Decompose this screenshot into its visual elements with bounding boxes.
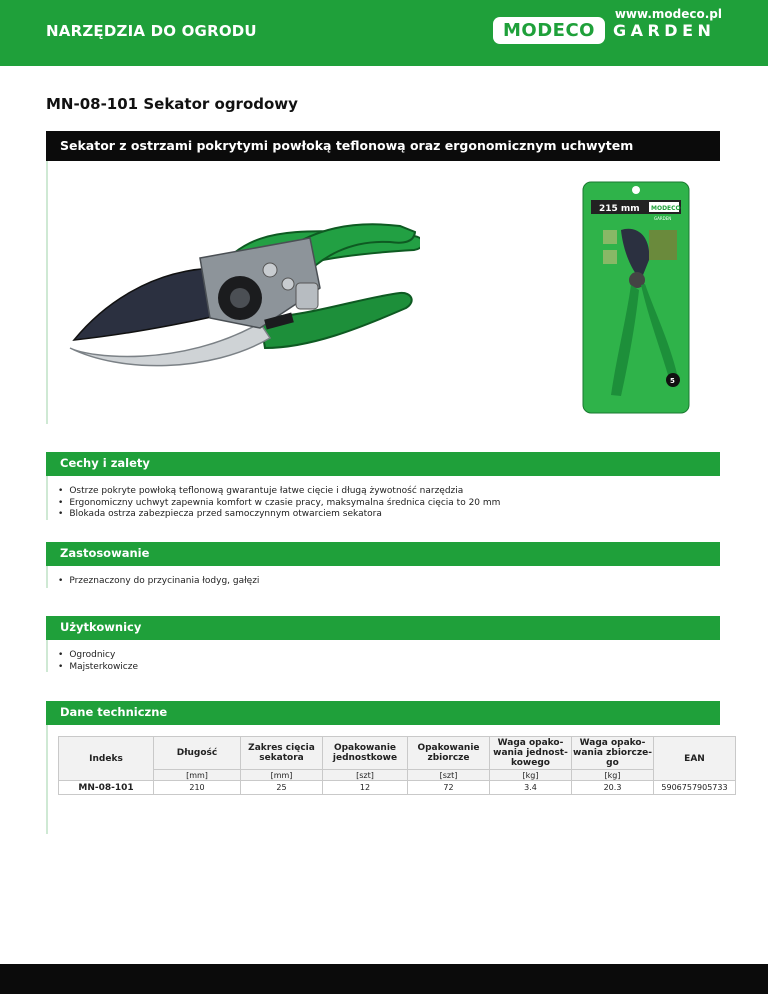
- table-row: [59, 781, 736, 795]
- table-unit-cell: [kg]: [572, 770, 654, 781]
- category-title: NARZĘDZIA DO OGRODU: [46, 22, 257, 40]
- table-cell: 25: [241, 781, 323, 795]
- package-badge: 5: [670, 377, 675, 385]
- list-item: • Ostrze pokryte powłoką teflonową gwarantuje łatwe cięcie i długą żywotność narzędzia: [58, 486, 500, 498]
- divider-line: [46, 640, 48, 672]
- brand-name: MODECO: [493, 17, 605, 44]
- package-size-label: 215 mm: [599, 204, 640, 214]
- tech-heading: Dane techniczne: [46, 701, 720, 725]
- users-heading: Użytkownicy: [46, 616, 720, 640]
- table-cell: 12: [323, 781, 408, 795]
- table-cell: 210: [154, 781, 241, 795]
- brand-suffix: GARDEN: [612, 21, 716, 40]
- pruning-shears-image: [60, 198, 420, 378]
- footer-band: [0, 964, 768, 994]
- features-list: [58, 486, 500, 521]
- users-list: [58, 650, 138, 673]
- table-unit-cell: [mm]: [154, 770, 241, 781]
- list-item: • Blokada ostrza zabezpiecza przed samoczynnym otwarciem sekatora: [58, 509, 500, 521]
- table-header-cell: Waga opako- wania jednost- kowego: [490, 737, 572, 770]
- package-brand-suffix: GARDEN: [654, 216, 672, 221]
- table-header-cell: Indeks: [59, 737, 154, 781]
- list-item: • Ogrodnicy: [58, 650, 138, 662]
- table-cell: 20.3: [572, 781, 654, 795]
- table-cell: 5906757905733: [654, 781, 736, 795]
- list-item: • Ergonomiczny uchwyt zapewnia komfort w czasie pracy, maksymalna średnica cięcia to 20 mm: [58, 498, 500, 510]
- table-header-cell: Opakowanie jednostkowe: [323, 737, 408, 770]
- divider-line: [46, 475, 48, 520]
- table-cell: 3.4: [490, 781, 572, 795]
- divider-line: [46, 724, 48, 834]
- table-cell: MN-08-101: [59, 781, 154, 795]
- table-header-cell: Długość: [154, 737, 241, 770]
- usage-heading: Zastosowanie: [46, 542, 720, 566]
- divider-line: [46, 566, 48, 588]
- list-item: • Przeznaczony do przycinania łodyg, gałęzi: [58, 576, 259, 588]
- website-link[interactable]: www.modeco.pl: [614, 7, 722, 21]
- package-brand-name: MODECO: [651, 205, 681, 212]
- table-unit-cell: [szt]: [408, 770, 490, 781]
- packaging-image: [581, 180, 691, 415]
- table-header-cell: EAN: [654, 737, 736, 781]
- brand-logo: [493, 17, 715, 44]
- table-header-cell: Opakowanie zbiorcze: [408, 737, 490, 770]
- usage-list: [58, 576, 259, 588]
- product-title: MN-08-101 Sekator ogrodowy: [46, 95, 298, 113]
- table-unit-cell: [szt]: [323, 770, 408, 781]
- product-subtitle: Sekator z ostrzami pokrytymi powłoką teflonową oraz ergonomicznym uchwytem: [46, 131, 720, 161]
- table-header-cell: Zakres cięcia sekatora: [241, 737, 323, 770]
- table-cell: 72: [408, 781, 490, 795]
- table-unit-cell: [mm]: [241, 770, 323, 781]
- divider-line: [46, 161, 48, 424]
- table-header-cell: Waga opako- wania zbiorcze- go: [573, 738, 652, 768]
- table-unit-cell: [kg]: [490, 770, 572, 781]
- tech-table: [58, 736, 736, 795]
- list-item: • Majsterkowicze: [58, 662, 138, 674]
- features-heading: Cechy i zalety: [46, 452, 720, 476]
